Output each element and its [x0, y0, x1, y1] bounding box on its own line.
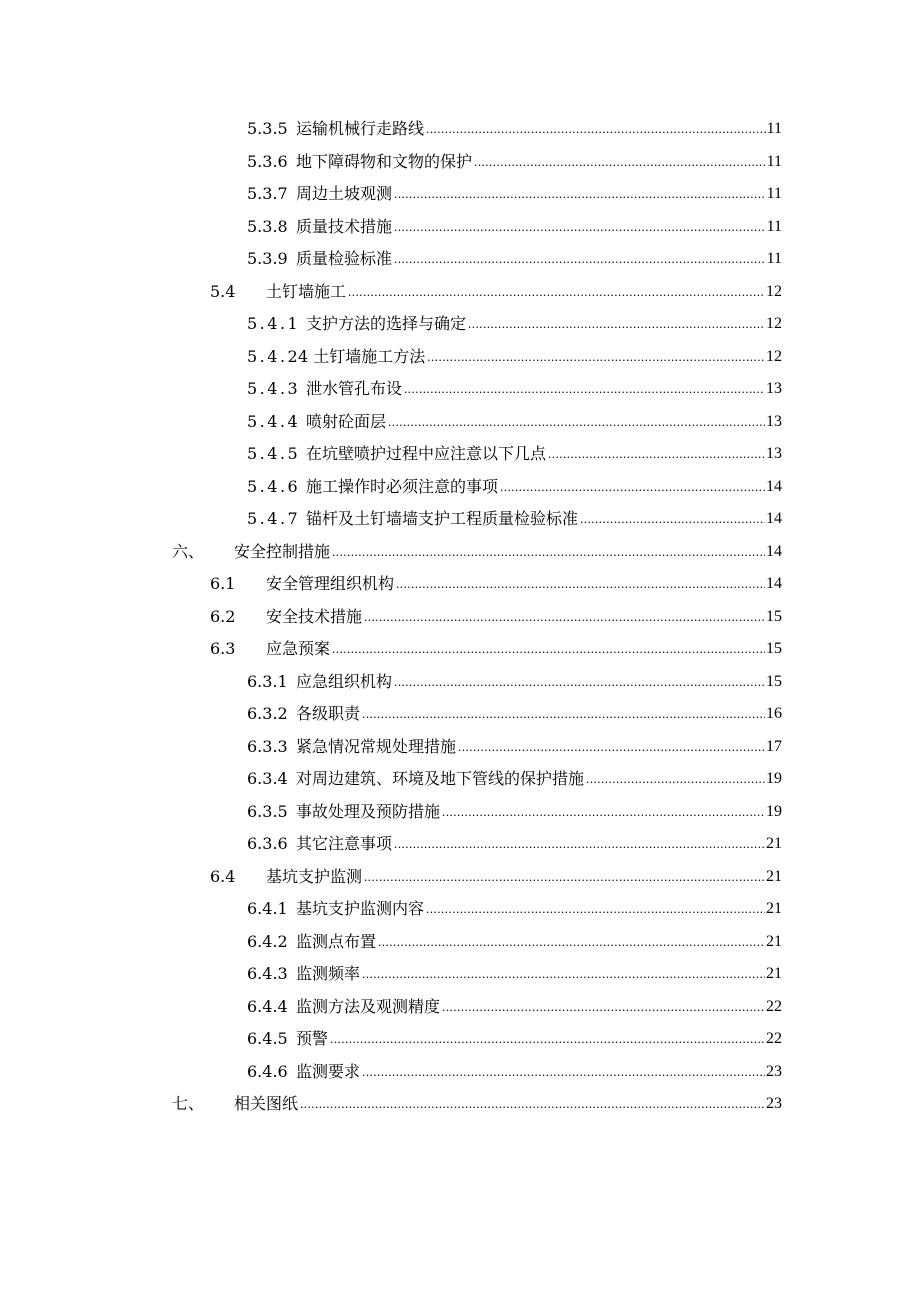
toc-entry-page: 21 — [766, 835, 782, 852]
toc-entry-title: 泄水管孔布设 — [306, 379, 403, 398]
toc-entry-page: 15 — [766, 607, 782, 625]
toc-entry[interactable] — [0, 731, 920, 764]
toc-entry-page: 13 — [766, 445, 782, 462]
toc-entry-page: 14 — [766, 477, 782, 495]
toc-entry-title: 施工操作时必须注意的事项 — [306, 476, 499, 496]
toc-entry-title: 锚杆及土钉墙墙支护工程质量检验标准 — [306, 509, 579, 528]
toc-entry-title: 质量检验标准 — [296, 249, 393, 268]
toc-entry-page: 19 — [766, 802, 782, 820]
toc-entry-title: 监测方法及观测精度 — [296, 996, 441, 1016]
toc-entry[interactable] — [0, 178, 920, 211]
dot-leader — [394, 249, 766, 269]
toc-entry[interactable] — [0, 341, 920, 374]
dot-leader — [404, 379, 765, 399]
toc-entry-title: 运输机械行走路线 — [296, 119, 425, 138]
dot-leader — [394, 672, 765, 692]
toc-entry-page: 21 — [766, 867, 782, 885]
toc-entry-title: 监测频率 — [296, 964, 361, 983]
toc-entry-number: 5.3.8 — [247, 216, 288, 236]
dot-leader — [332, 542, 765, 562]
toc-entry[interactable] — [0, 828, 920, 861]
toc-entry[interactable] — [0, 633, 920, 666]
dot-leader — [394, 184, 766, 204]
toc-entry[interactable] — [0, 796, 920, 829]
toc-entry-number: 6.3.5 — [247, 801, 288, 821]
toc-entry-number: 6.4.2 — [247, 931, 288, 951]
toc-entry[interactable] — [0, 926, 920, 959]
dot-leader — [426, 899, 765, 919]
toc-entry-page: 23 — [766, 1095, 782, 1112]
toc-entry[interactable] — [0, 113, 920, 146]
toc-entry[interactable] — [0, 601, 920, 634]
toc-entry-page: 22 — [766, 997, 782, 1015]
toc-entry[interactable] — [0, 438, 920, 471]
toc-entry-number: 6.4.3 — [247, 964, 288, 983]
dot-leader — [362, 704, 765, 724]
toc-entry-page: 14 — [766, 575, 782, 592]
dot-leader — [500, 477, 765, 497]
toc-entry-page: 16 — [766, 705, 782, 722]
toc-entry-number: 5.4.5 — [247, 444, 301, 463]
toc-entry-title: 应急组织机构 — [296, 671, 393, 691]
dot-leader — [364, 607, 765, 627]
toc-entry-page: 11 — [766, 185, 782, 202]
dot-leader — [474, 152, 766, 172]
toc-entry-number: 5.3.7 — [247, 184, 288, 203]
toc-entry-page: 12 — [766, 282, 782, 300]
toc-entry[interactable] — [0, 1056, 920, 1089]
toc-entry-number: 5.4.4 — [247, 411, 301, 431]
toc-entry[interactable] — [0, 373, 920, 406]
toc-entry-page: 14 — [766, 510, 782, 527]
toc-entry-number: 6.4.6 — [247, 1061, 288, 1081]
dot-leader — [364, 867, 765, 887]
toc-entry-page: 21 — [766, 932, 782, 950]
toc-entry-number: 七、 — [172, 1094, 205, 1113]
toc-entry-page: 13 — [766, 380, 782, 397]
toc-entry[interactable] — [0, 471, 920, 504]
dot-leader — [548, 444, 765, 464]
toc-entry-number: 6.3 — [210, 639, 236, 658]
dot-leader — [427, 347, 765, 367]
toc-entry-title: 预警 — [296, 1029, 329, 1048]
toc-entry-number: 5.4.2 — [247, 346, 301, 366]
toc-entry-title: 地下障碍物和文物的保护 — [296, 151, 473, 171]
toc-entry-number: 5.4.1 — [247, 314, 301, 333]
toc-entry[interactable] — [0, 146, 920, 179]
toc-entry[interactable] — [0, 276, 920, 309]
toc-entry-title: 应急预案 — [266, 639, 331, 658]
dot-leader — [468, 314, 765, 334]
dot-leader — [394, 834, 765, 854]
toc-entry-title: 安全技术措施 — [266, 606, 363, 626]
toc-entry-number: 5.4 — [210, 281, 236, 301]
toc-entry-page: 11 — [766, 250, 782, 267]
dot-leader — [348, 282, 765, 302]
toc-entry-number: 6.4.5 — [247, 1029, 288, 1048]
dot-leader — [388, 412, 765, 432]
toc-entry-page: 11 — [766, 152, 782, 170]
toc-entry-number: 5.4.7 — [247, 509, 301, 528]
toc-entry-page: 22 — [766, 1030, 782, 1047]
toc-entry-number: 6.1 — [210, 574, 236, 593]
toc-entry[interactable] — [0, 1088, 920, 1121]
toc-entry-number: 6.3.6 — [247, 834, 288, 853]
toc-entry[interactable] — [0, 211, 920, 244]
dot-leader — [362, 1062, 765, 1082]
toc-entry-page: 21 — [766, 965, 782, 982]
toc-entry-number: 5.4.6 — [247, 476, 301, 496]
toc-entry[interactable] — [0, 666, 920, 699]
dot-leader — [580, 509, 765, 529]
toc-entry-page: 14 — [766, 542, 782, 560]
dot-leader — [362, 964, 765, 984]
toc-entry-title: 4 土钉墙施工方法 — [298, 346, 426, 366]
toc-entry-number: 6.4 — [210, 866, 236, 886]
toc-entry-page: 11 — [766, 217, 782, 235]
toc-entry-number: 6.2 — [210, 606, 236, 626]
toc-entry-title: 其它注意事项 — [296, 834, 393, 853]
dot-leader — [332, 639, 765, 659]
toc-entry-page: 11 — [766, 120, 782, 137]
toc-entry-title: 基坑支护监测内容 — [296, 899, 425, 918]
dot-leader — [586, 769, 765, 789]
toc-entry-title: 各级职责 — [296, 704, 361, 723]
toc-entry-title: 支护方法的选择与确定 — [306, 314, 467, 333]
toc-entry-title: 周边土坡观测 — [296, 184, 393, 203]
toc-entry-number: 5.4.3 — [247, 379, 301, 398]
toc-entry-page: 15 — [766, 672, 782, 690]
toc-entry-title: 事故处理及预防措施 — [296, 801, 441, 821]
dot-leader — [458, 737, 765, 757]
toc-entry-title: 基坑支护监测 — [266, 866, 363, 886]
toc-entry[interactable] — [0, 861, 920, 894]
toc-entry[interactable] — [0, 958, 920, 991]
toc-entry[interactable] — [0, 991, 920, 1024]
toc-entry-title: 喷射砼面层 — [306, 411, 387, 431]
toc-entry-page: 21 — [766, 900, 782, 917]
toc-entry[interactable] — [0, 763, 920, 796]
dot-leader — [442, 997, 765, 1017]
toc-entry-title: 监测要求 — [296, 1061, 361, 1081]
toc-entry[interactable] — [0, 503, 920, 536]
dot-leader — [394, 217, 766, 237]
dot-leader — [426, 119, 766, 139]
toc-entry-title: 相关图纸 — [234, 1094, 299, 1113]
toc-entry[interactable] — [0, 536, 920, 569]
toc-entry-number: 6.3.3 — [247, 736, 288, 756]
toc-entry-page: 12 — [766, 347, 782, 365]
toc-entry[interactable] — [0, 243, 920, 276]
toc-entry-number: 6.4.4 — [247, 996, 288, 1016]
toc-entry[interactable] — [0, 1023, 920, 1056]
toc-entry[interactable] — [0, 308, 920, 341]
toc-entry-number: 5.3.6 — [247, 151, 288, 171]
toc-entry[interactable] — [0, 568, 920, 601]
toc-entry-page: 17 — [766, 737, 782, 755]
toc-entry-number: 六、 — [172, 541, 205, 561]
toc-entry-title: 监测点布置 — [296, 931, 377, 951]
toc-entry-number: 5.3.5 — [247, 119, 288, 138]
dot-leader — [378, 932, 765, 952]
toc-entry[interactable] — [0, 893, 920, 926]
dot-leader — [442, 802, 765, 822]
toc-entry-page: 23 — [766, 1062, 782, 1080]
toc-entry-title: 对周边建筑、环境及地下管线的保护措施 — [296, 769, 585, 788]
toc-entry-number: 6.3.4 — [247, 769, 288, 788]
toc-entry-title: 在坑壁喷护过程中应注意以下几点 — [306, 444, 547, 463]
toc-entry-page: 13 — [766, 412, 782, 430]
toc-entry-title: 安全管理组织机构 — [266, 574, 395, 593]
toc-entry-number: 6.3.2 — [247, 704, 288, 723]
toc-entry[interactable] — [0, 698, 920, 731]
toc-entry-number: 6.4.1 — [247, 899, 288, 918]
dot-leader — [300, 1094, 765, 1114]
toc-entry-title: 紧急情况常规处理措施 — [296, 736, 457, 756]
table-of-contents — [0, 113, 920, 1121]
toc-entry-page: 12 — [766, 315, 782, 332]
toc-entry-title: 土钉墙施工 — [266, 281, 347, 301]
toc-entry-page: 15 — [766, 640, 782, 657]
toc-entry-number: 5.3.9 — [247, 249, 288, 268]
toc-entry-number: 6.3.1 — [247, 671, 288, 691]
toc-entry-page: 19 — [766, 770, 782, 787]
toc-entry[interactable] — [0, 406, 920, 439]
toc-entry-title: 安全控制措施 — [234, 541, 331, 561]
toc-entry-title: 质量技术措施 — [296, 216, 393, 236]
dot-leader — [396, 574, 765, 594]
dot-leader — [330, 1029, 765, 1049]
